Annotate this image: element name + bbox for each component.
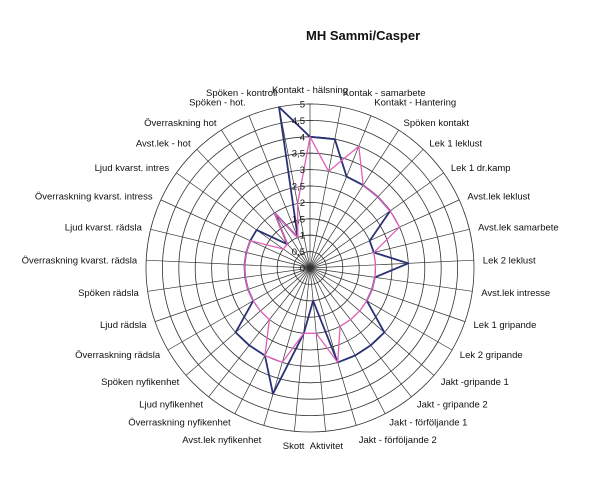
radial-tick-label: 1,5 bbox=[291, 214, 305, 226]
category-label: Lek 2 gripande bbox=[459, 350, 523, 361]
radial-tick-label: 4,5 bbox=[291, 115, 305, 127]
category-label: Spöken kontakt bbox=[403, 118, 469, 129]
category-label: Spöken - hot. bbox=[189, 97, 246, 109]
category-label: Aktivitet bbox=[309, 441, 344, 453]
category-label: Avst.lek nyfikenhet bbox=[182, 435, 262, 446]
category-label: Kontakt - Hantering bbox=[374, 97, 457, 109]
category-label: Jakt - förföljande 2 bbox=[358, 435, 437, 446]
category-label: Ljud kvarst. rädsla bbox=[64, 222, 142, 234]
category-label: Spöken nyfikenhet bbox=[101, 376, 180, 388]
category-label: Skott bbox=[282, 441, 305, 453]
radial-tick-label: 4 bbox=[299, 132, 305, 144]
category-label: Lek 1 leklust bbox=[429, 138, 483, 150]
category-label: Avst.lek samarbete bbox=[478, 222, 559, 234]
radial-tick-label: 2 bbox=[299, 197, 305, 209]
category-label: Avst.lek - hot bbox=[135, 138, 191, 150]
radial-tick-label: 0 bbox=[299, 263, 305, 275]
radial-tick-label: 1 bbox=[299, 230, 305, 242]
category-label: Jakt - förföljande 1 bbox=[389, 417, 468, 429]
category-label: Spöken rädsla bbox=[78, 288, 139, 300]
category-label: Överraskning kvarst. intress bbox=[34, 191, 153, 203]
category-label: Ljud kvarst. intres bbox=[94, 163, 170, 175]
category-label: Lek 2 leklust bbox=[482, 255, 536, 267]
grid-spoke bbox=[310, 268, 434, 375]
radial-tick-label: 0,5 bbox=[291, 247, 305, 259]
category-label: Kontakt - hälsning bbox=[271, 85, 349, 96]
category-label: Jakt - gripande 2 bbox=[416, 399, 488, 411]
grid-spoke bbox=[209, 268, 310, 397]
category-label: Avst.lek intresse bbox=[481, 288, 551, 300]
grid-spoke bbox=[151, 229, 310, 268]
category-label: Ljud nyfikenhet bbox=[139, 399, 204, 411]
radar-grid bbox=[146, 104, 474, 432]
category-label: Ljud rädsla bbox=[100, 320, 147, 332]
radial-tick-label: 3 bbox=[299, 165, 305, 177]
category-labels bbox=[22, 85, 559, 452]
radial-tick-labels bbox=[292, 100, 305, 275]
grid-spoke bbox=[310, 268, 472, 291]
grid-spoke bbox=[310, 229, 469, 268]
category-label: Jakt -gripande 1 bbox=[440, 376, 509, 388]
category-label: Överraskning rädsla bbox=[75, 350, 161, 361]
category-label: Överraskning nyfikenhet bbox=[128, 417, 231, 429]
category-label: Lek 1 dr.kamp bbox=[450, 163, 511, 175]
grid-spoke bbox=[148, 268, 310, 291]
radial-tick-label: 3,5 bbox=[291, 148, 305, 160]
radial-tick-label: 5 bbox=[299, 99, 305, 111]
category-label: Spöken - kontroll bbox=[206, 88, 278, 100]
category-label: Avst.lek leklust bbox=[467, 191, 531, 203]
category-label: Kontak - samarbete bbox=[342, 88, 426, 100]
chart-title: MH Sammi/Casper bbox=[306, 28, 421, 43]
category-label: Lek 1 gripande bbox=[473, 320, 537, 332]
category-label: Överraskning kvarst. rädsla bbox=[21, 255, 138, 267]
category-label: Överraskning hot bbox=[144, 118, 217, 129]
radial-tick-label: 2,5 bbox=[291, 181, 305, 193]
